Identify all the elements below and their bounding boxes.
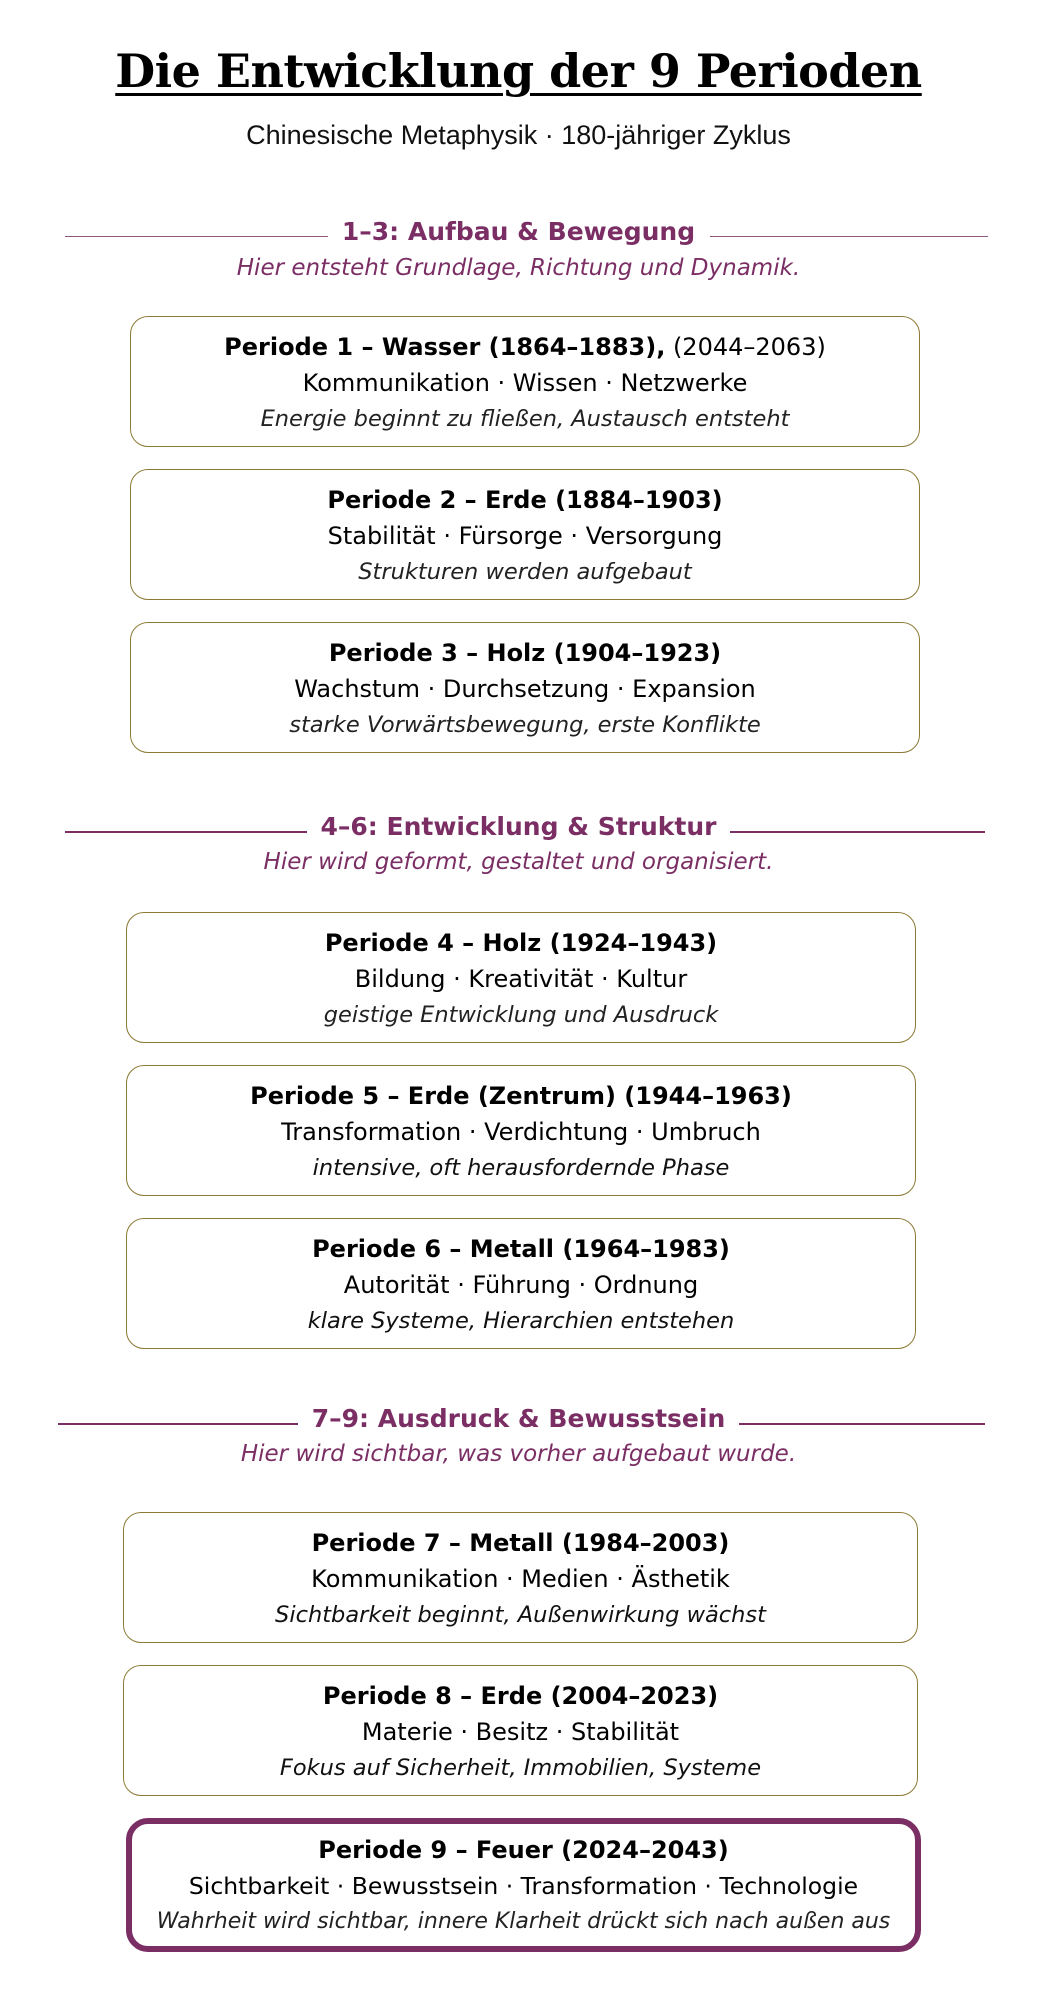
period-title: Periode 5 – Erde (Zentrum) (1944–1963) [250, 1082, 792, 1110]
period-title: Periode 7 – Metall (1984–2003) [311, 1529, 730, 1557]
period-description: Fokus auf Sicherheit, Immobilien, Systeme [279, 1755, 762, 1781]
period-keywords: Autorität · Führung · Ordnung [343, 1271, 699, 1299]
period-title: Periode 2 – Erde (1884–1903) [327, 486, 723, 514]
period-description: geistige Entwicklung und Ausdruck [323, 1002, 719, 1028]
period-title: Periode 9 – Feuer (2024–2043) [318, 1836, 729, 1864]
period-card [130, 622, 920, 753]
period-keywords: Transformation · Verdichtung · Umbruch [281, 1118, 761, 1146]
period-description: klare Systeme, Hierarchien entstehen [307, 1308, 735, 1334]
page-subtitle: Chinesische Metaphysik · 180-jähriger Zyklus [246, 120, 791, 150]
period-keywords: Kommunikation · Medien · Ästhetik [311, 1565, 730, 1593]
period-card-highlighted [126, 1818, 921, 1952]
period-keywords: Stabilität · Fürsorge · Versorgung [327, 522, 723, 550]
period-keywords: Materie · Besitz · Stabilität [361, 1718, 680, 1746]
period-description: intensive, oft herausfordernde Phase [312, 1155, 730, 1181]
period-card [123, 1512, 918, 1643]
period-title: Periode 4 – Holz (1924–1943) [324, 929, 718, 957]
period-keywords: Wachstum · Durchsetzung · Expansion [294, 675, 756, 703]
section-subtitle: Hier wird geformt, gestaltet und organisiert. [263, 849, 774, 875]
period-card [123, 1665, 918, 1796]
period-card [126, 912, 916, 1043]
period-card [130, 316, 920, 447]
period-keywords: Sichtbarkeit · Bewusstsein · Transformation · Technologie [188, 1872, 859, 1900]
section-subtitle: Hier wird sichtbar, was vorher aufgebaut wurde. [240, 1441, 797, 1467]
period-description: starke Vorwärtsbewegung, erste Konflikte [289, 712, 761, 738]
period-keywords: Bildung · Kreativität · Kultur [354, 965, 688, 993]
period-description: Energie beginnt zu fließen, Austausch entsteht [260, 406, 790, 432]
section-title: 7–9: Ausdruck & Bewusstsein [0, 1404, 1037, 1433]
period-card [130, 469, 920, 600]
section-subtitle: Hier entsteht Grundlage, Richtung und Dynamik. [236, 255, 801, 281]
period-title-extra: (2044–2063) [665, 333, 826, 361]
section-title: 4–6: Entwicklung & Struktur [0, 812, 1037, 841]
period-card [126, 1065, 916, 1196]
section-title: 1–3: Aufbau & Bewegung [0, 217, 1037, 246]
period-title: Periode 3 – Holz (1904–1923) [328, 639, 722, 667]
period-card [126, 1218, 916, 1349]
period-description: Wahrheit wird sichtbar, innere Klarheit drückt sich nach außen aus [156, 1909, 891, 1934]
period-keywords: Kommunikation · Wissen · Netzwerke [302, 369, 748, 397]
period-title: Periode 6 – Metall (1964–1983) [312, 1235, 730, 1263]
period-title: Periode 8 – Erde (2004–2023) [322, 1682, 719, 1710]
period-title: Periode 1 – Wasser (1864–1883), (2044–2063) [224, 333, 826, 361]
period-description: Strukturen werden aufgebaut [358, 559, 692, 585]
period-description: Sichtbarkeit beginnt, Außenwirkung wächst [275, 1602, 766, 1628]
page-title: Die Entwicklung der 9 Perioden [115, 44, 922, 98]
